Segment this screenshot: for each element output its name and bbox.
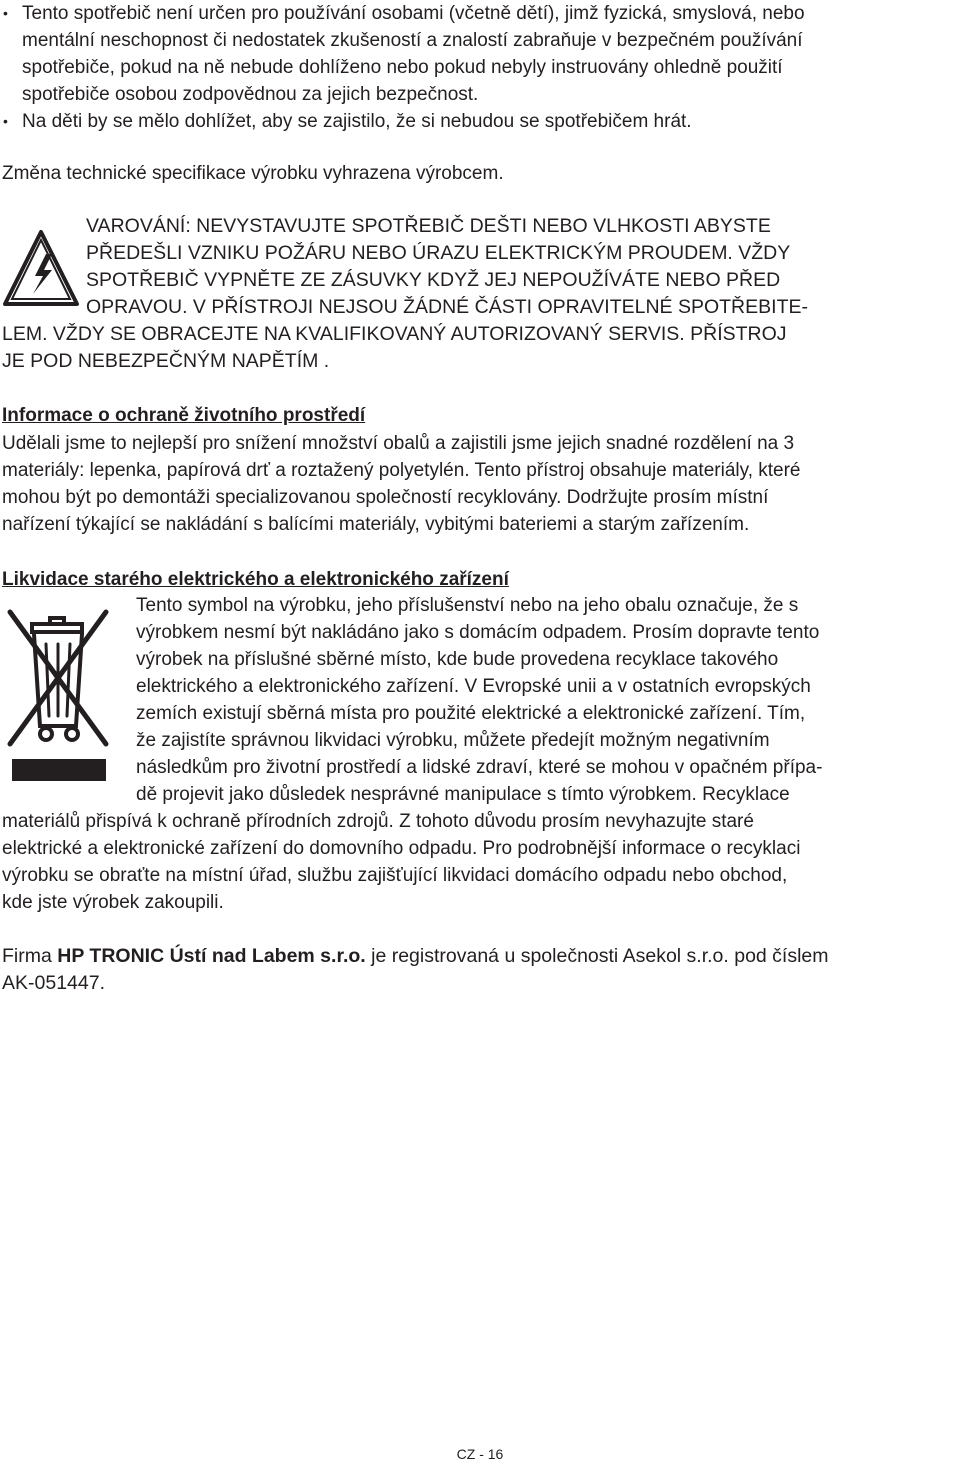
bullet-symbol: • [3, 5, 8, 21]
weee-crossed-bin-icon [6, 604, 110, 782]
paragraph-line: výrobku se obraťte na místní úřad, službu zajišťující likvidaci domácího odpadu nebo obchod, [2, 865, 788, 886]
paragraph-line: elektrické a elektronické zařízení do domovního odpadu. Pro podrobnější informace o recyklaci [2, 838, 801, 859]
paragraph-line: výrobek na příslušné sběrné místo, kde bude provedena recyklace takového [136, 649, 779, 670]
environment-title: Informace o ochraně životního prostředí [2, 405, 366, 426]
bullet-line: Tento spotřebič není určen pro používání osobami (včetně dětí), jimž fyzická, smyslová, nebo [22, 3, 805, 24]
paragraph-line: následkům pro životní prostředí a lidské zdraví, které se mohou v opačném přípa- [136, 757, 823, 778]
warning-line: SPOTŘEBIČ VYPNĚTE ZE ZÁSUVKY KDYŽ JEJ NEPOUŽÍVÁTE NEBO PŘED [86, 269, 781, 291]
bullet-symbol: • [3, 113, 8, 129]
warning-line: JE POD NEBEZPEČNÝM NAPĚTÍM . [2, 350, 330, 372]
page-number: CZ - 16 [456, 1446, 504, 1462]
bullet-line: Na děti by se mělo dohlížet, aby se zajistilo, že si nebudou se spotřebičem hrát. [22, 111, 692, 132]
paragraph-line: materiály: lepenka, papírová drť a roztažený polyetylén. Tento přístroj obsahuje materiály, které [2, 460, 801, 481]
warning-line: LEM. VŽDY SE OBRACEJTE NA KVALIFIKOVANÝ AUTORIZOVANÝ SERVIS. PŘÍSTROJ [2, 323, 787, 345]
warning-block [2, 213, 960, 375]
warning-line: PŘEDEŠLI VZNIKU POŽÁRU NEBO ÚRAZU ELEKTRICKÝM PROUDEM. VŽDY [86, 242, 791, 264]
warning-line: VAROVÁNÍ: NEVYSTAVUJTE SPOTŘEBIČ DEŠTI NEBO VLHKOSTI ABYSTE [86, 215, 771, 237]
company-prefix: Firma [2, 945, 58, 967]
paragraph-line: nařízení týkající se nakládání s balícími materiály, vybitými bateriemi a starým zařízením. [2, 514, 750, 535]
bullet-line: mentální neschopnost či nedostatek zkušeností a znalostí zabraňuje v bezpečném používání [22, 30, 803, 51]
paragraph-line: materiálů přispívá k ochraně přírodních zdrojů. Z tohoto důvodu prosím nevyhazujte staré [2, 811, 754, 832]
safety-bullets [0, 0, 960, 135]
specification-note: Změna technické specifikace výrobku vyhrazena výrobcem. [2, 163, 504, 184]
paragraph-line: elektrického a elektronického zařízení. V Evropské unii a v ostatních evropských [136, 676, 811, 697]
paragraph-line: dě projevit jako důsledek nesprávné manipulace s tímto výrobkem. Recyklace [136, 784, 790, 805]
bullet-line: spotřebiče, pokud na ně nebude dohlíženo nebo pokud nebyly instruovány ohledně použití [22, 57, 783, 78]
paragraph-line: mohou být po demontáži specializovanou společností recyklovány. Dodržujte prosím místní [2, 487, 769, 508]
disposal-paragraph-indented [136, 592, 958, 808]
disposal-title: Likvidace starého elektrického a elektronického zařízení [2, 569, 509, 590]
paragraph-line: Udělali jsme to nejlepší pro snížení množství obalů a zajistili jsme jejich snadné rozdělení na 3 [2, 433, 795, 454]
paragraph-line: Tento symbol na výrobku, jeho příslušenství nebo na jeho obalu označuje, že s [136, 595, 799, 616]
paragraph-line: kde jste výrobek zakoupili. [2, 892, 224, 913]
company-registration [2, 943, 960, 997]
company-name: HP TRONIC Ústí nad Labem s.r.o. [57, 945, 366, 967]
company-registration-number: AK-051447. [2, 972, 105, 994]
list-item [0, 108, 960, 135]
warning-line: OPRAVOU. V PŘÍSTROJI NEJSOU ŽÁDNÉ ČÁSTI OPRAVITELNÉ SPOTŘEBITE- [86, 296, 808, 318]
disposal-paragraph-full [2, 808, 952, 916]
environment-paragraph [2, 430, 952, 538]
list-item [0, 0, 960, 108]
company-suffix: je registrovaná u společnosti Asekol s.r.o. pod číslem [365, 945, 829, 967]
paragraph-line: zemích existují sběrná místa pro použité elektrické a elektronické zařízení. Tím, [136, 703, 806, 724]
bullet-line: spotřebiče osobou zodpovědnou za jejich bezpečnost. [22, 84, 479, 105]
paragraph-line: že zajistíte správnou likvidaci výrobku, můžete předejít možným negativním [136, 730, 770, 751]
paragraph-line: výrobkem nesmí být nakládáno jako s domácím odpadem. Prosím dopravte tento [136, 622, 820, 643]
